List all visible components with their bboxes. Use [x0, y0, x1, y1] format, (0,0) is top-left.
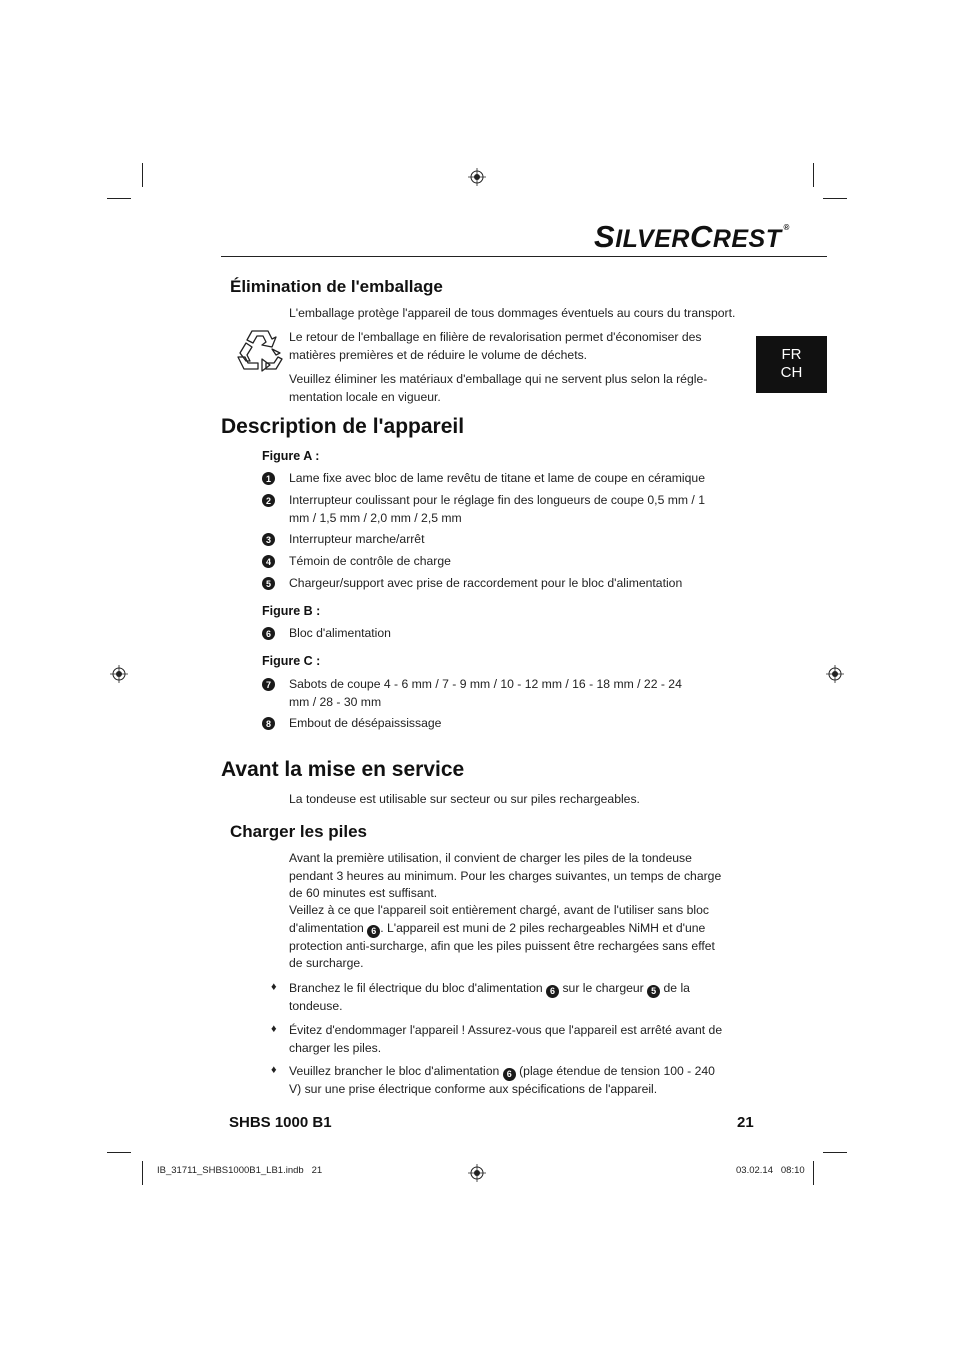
bullet-icon: ♦ — [271, 981, 277, 993]
registration-mark-icon — [110, 665, 128, 683]
bullet-icon: ♦ — [271, 1023, 277, 1035]
section-title-description: Description de l'appareil — [221, 415, 465, 438]
figure-a-item-3: Interrupteur marche/arrêt — [289, 532, 425, 546]
slug-filename: IB_31711_SHBS1000B1_LB1.indb 21 — [157, 1165, 323, 1176]
item-number-badge: 6 — [546, 985, 559, 998]
figure-a-item-2: Interrupteur coulissant pour le réglage fin des longueurs de coupe 0,5 mm / 1 mm / 1,5 mm / 2,0 mm / 2,5 mm — [289, 493, 705, 525]
crop-mark — [823, 198, 847, 199]
item-number-badge: 5 — [647, 985, 660, 998]
figure-c-label: Figure C : — [262, 654, 321, 668]
item-number-badge: 2 — [262, 494, 275, 507]
recycling-icon — [236, 327, 284, 373]
page-number: 21 — [737, 1114, 754, 1131]
registration-mark-icon — [468, 168, 486, 186]
crop-mark — [823, 1152, 847, 1153]
crop-mark — [813, 1161, 814, 1185]
registration-mark-icon — [468, 1164, 486, 1182]
charging-bullet-2: Évitez d'endommager l'appareil ! Assurez-vous que l'appareil est arrêté avant de charger les piles. — [289, 1023, 723, 1055]
section-title-startup: Avant la mise en service — [221, 758, 465, 781]
language-code: FR — [781, 346, 802, 363]
header-rule — [221, 256, 827, 257]
packaging-paragraph-2: Le retour de l'emballage en filière de revalorisation permet d'économiser des matières premières et de réduire le volume de déchets. — [289, 330, 702, 362]
charging-paragraph-1: Avant la première utilisation, il convient de charger les piles de la tondeuse pendant 3 heures au minimum. Pour les charges suivantes, un temps de charge de 60 minutes est suffisant. — [289, 851, 722, 900]
slug-date: 03.02.14 08:10 — [736, 1165, 805, 1176]
charging-bullet-3: Veuillez brancher le bloc d'alimentation 6 (plage étendue de tension 100 - 240 V) sur une prise électrique conforme aux spécifications de l'appareil. — [289, 1064, 715, 1097]
figure-b-label: Figure B : — [262, 604, 321, 618]
item-number-badge: 8 — [262, 717, 275, 730]
item-number-badge: 6 — [367, 925, 380, 938]
item-number-badge: 5 — [262, 577, 275, 590]
brand-logo: SILVERCREST ® — [594, 219, 790, 254]
figure-c-item-7: Sabots de coupe 4 - 6 mm / 7 - 9 mm / 10 - 12 mm / 16 - 18 mm / 22 - 24 mm / 28 - 30 mm — [289, 677, 682, 709]
item-number-badge: 1 — [262, 472, 275, 485]
packaging-paragraph-1: L'emballage protège l'appareil de tous dommages éventuels au cours du transport. — [289, 306, 736, 320]
section-title-charging: Charger les piles — [230, 822, 368, 841]
item-number-badge: 3 — [262, 533, 275, 546]
figure-a-label: Figure A : — [262, 449, 320, 463]
charging-bullet-1: Branchez le fil électrique du bloc d'alimentation 6 sur le chargeur 5 de la tondeuse. — [289, 981, 690, 1014]
charging-paragraph-2: Veillez à ce que l'appareil soit entièrement chargé, avant de l'utiliser sans bloc d'alimentation 6 . L'appareil est muni de 2 piles rechargeables NiMH et d'une protection anti-surcharge, afin que les piles puissent être rechargées sans effet de surcharge. — [289, 903, 715, 971]
registration-mark-icon — [826, 665, 844, 683]
bullet-icon: ♦ — [271, 1064, 277, 1076]
language-tab — [756, 336, 827, 393]
figure-c-item-8: Embout de désépaississage — [289, 716, 442, 730]
figure-a-item-5: Chargeur/support avec prise de raccordement pour le bloc d'alimentation — [289, 576, 683, 590]
item-number-badge: 4 — [262, 555, 275, 568]
crop-mark — [142, 163, 143, 187]
item-number-badge: 7 — [262, 678, 275, 691]
item-number-badge: 6 — [503, 1068, 516, 1081]
crop-mark — [107, 1152, 131, 1153]
item-number-badge: 6 — [262, 627, 275, 640]
crop-mark — [107, 198, 131, 199]
figure-a-item-1: Lame fixe avec bloc de lame revêtu de titane et lame de coupe en céramique — [289, 471, 705, 485]
figure-b-item-6: Bloc d'alimentation — [289, 626, 391, 640]
figure-a-item-4: Témoin de contrôle de charge — [289, 554, 451, 568]
crop-mark — [142, 1161, 143, 1185]
footer-model: SHBS 1000 B1 — [229, 1114, 332, 1131]
section-title-packaging: Élimination de l'emballage — [230, 277, 443, 296]
packaging-paragraph-3: Veuillez éliminer les matériaux d'emballage qui ne servent plus selon la régle-mentation locale en vigueur. — [289, 372, 708, 404]
crop-mark — [813, 163, 814, 187]
country-code: CH — [780, 364, 803, 381]
startup-intro: La tondeuse est utilisable sur secteur ou sur piles rechargeables. — [289, 792, 640, 806]
